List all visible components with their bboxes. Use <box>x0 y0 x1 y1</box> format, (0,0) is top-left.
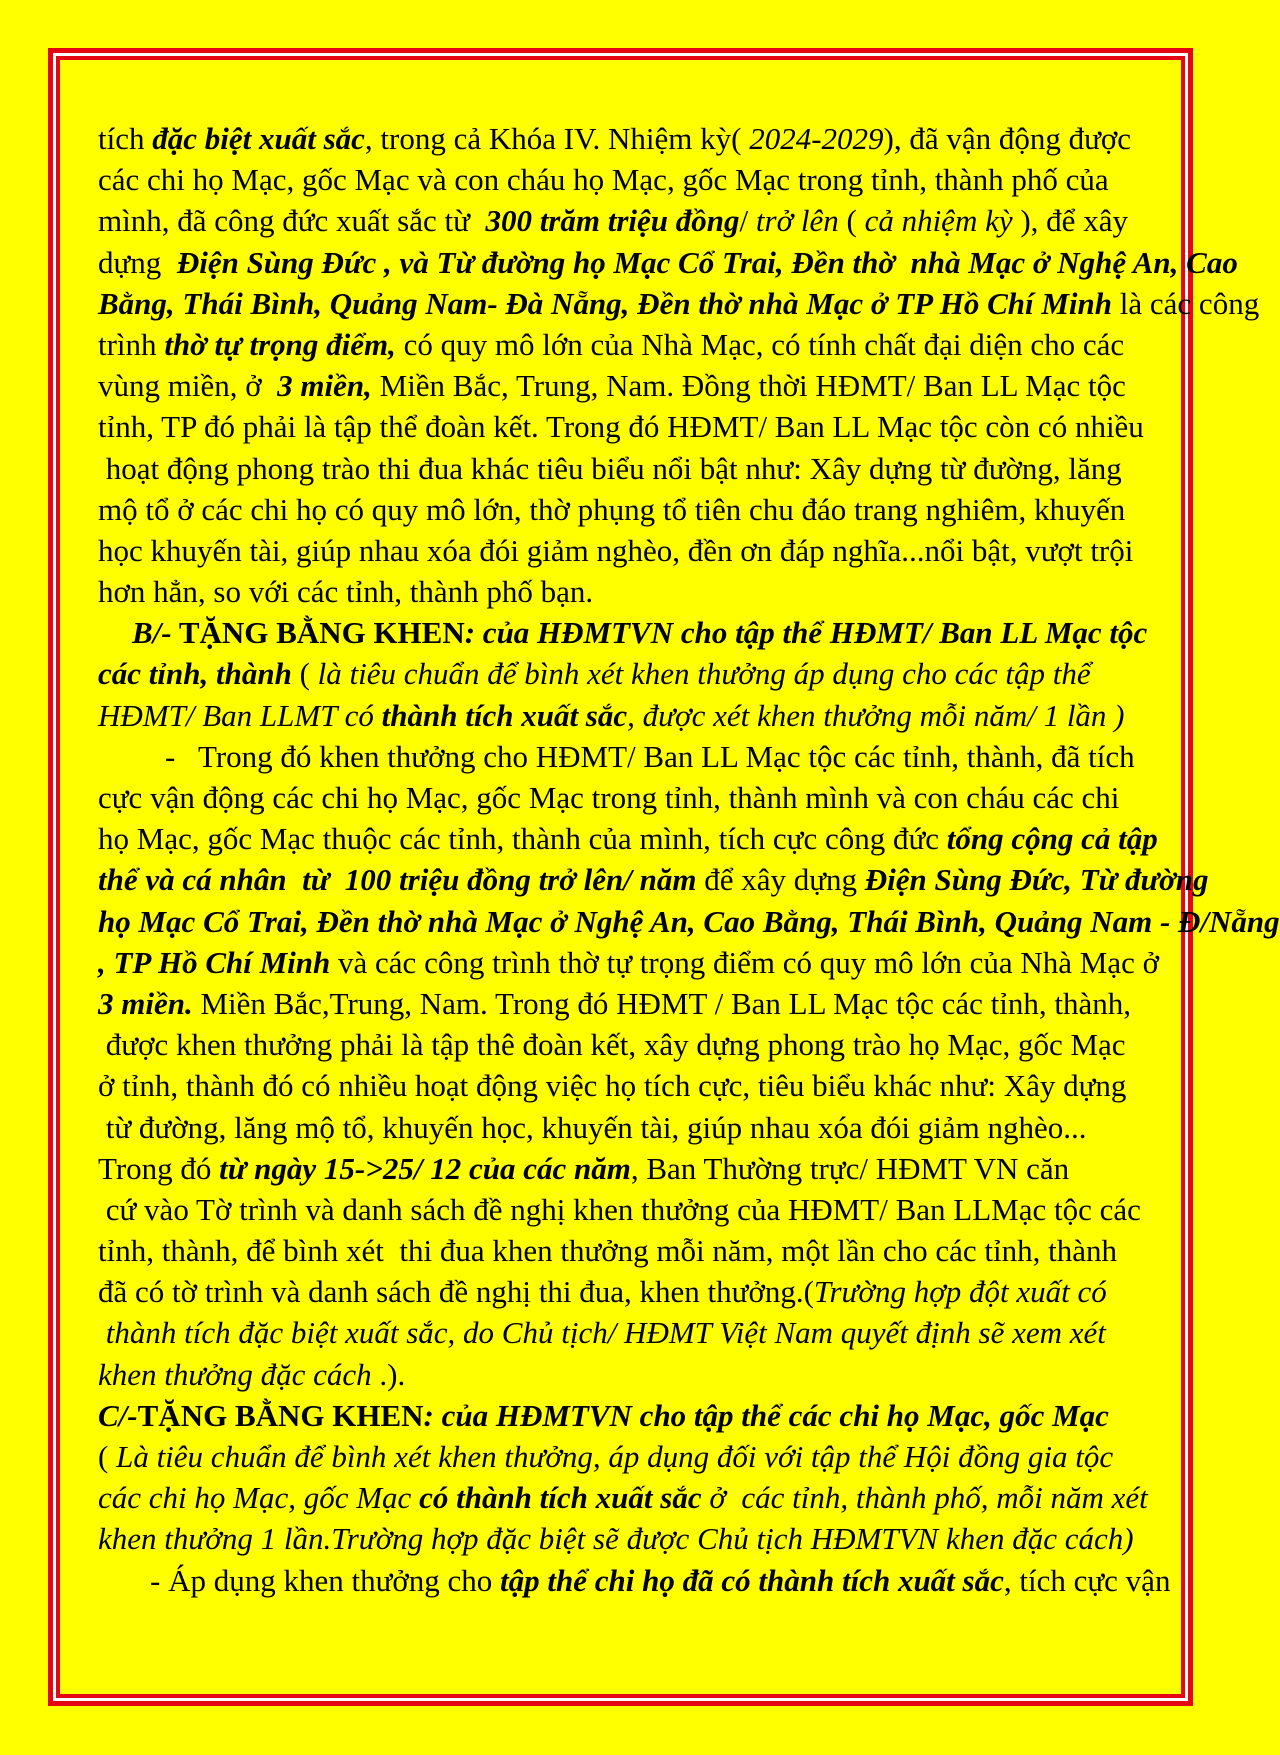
text-line <box>98 1271 1280 1312</box>
text-line <box>98 1148 1280 1189</box>
plain-text: Miền Bắc,Trung, Nam. Trong đó HĐMT / Ban LL Mạc tộc các tỉnh, thành, <box>192 985 1131 1021</box>
text-line <box>98 736 1280 777</box>
plain-text: để xây dựng <box>696 862 865 898</box>
bold-italic-text: : của HĐMTVN cho tập thể các chi họ Mạc, gốc Mạc <box>423 1397 1109 1433</box>
bold-italic-text: Bằng, Thái Bình, Quảng Nam- Đà Nẵng, Đền thờ nhà Mạc ở TP Hồ Chí Minh <box>98 285 1113 321</box>
bold-italic-text: có thành tích xuất sắc <box>419 1480 702 1516</box>
bold-italic-text: : của HĐMTVN cho tập thể HĐMT/ Ban LL Mạc tộc <box>464 615 1148 651</box>
italic-text: 2024-2029 <box>749 121 884 156</box>
plain-text: Miền Bắc, Trung, Nam. Đồng thời HĐMT/ Ban LL Mạc tộc <box>371 368 1126 404</box>
text-line <box>98 653 1280 694</box>
bold-italic-text: Điện Sùng Đức , và Từ đường họ Mạc Cổ Trai, Đền thờ nhà Mạc ở Nghệ An, Cao <box>176 244 1238 280</box>
text-line <box>98 200 1280 241</box>
bold-italic-text: thể và cá nhân từ 100 triệu đồng trở lên/ năm <box>98 862 697 898</box>
text-line <box>98 1024 1280 1065</box>
plain-text: , tích cực vận <box>1003 1562 1171 1598</box>
text-line <box>98 283 1280 324</box>
italic-text: khen thưởng đặc cách <box>98 1356 372 1392</box>
plain-text: ), để xây <box>1012 203 1128 239</box>
italic-text: HĐMT/ Ban LLMT có <box>98 697 382 733</box>
text-line <box>98 324 1280 365</box>
plain-text: , trong cả Khóa IV. Nhiệm kỳ( <box>364 121 750 156</box>
bold-italic-text: B/- <box>132 615 172 651</box>
italic-text: các chi họ Mạc, gốc Mạc <box>98 1480 420 1516</box>
plain-text: đã có tờ trình và danh sách đề nghị thi đua, khen thưởng.( <box>98 1274 814 1310</box>
text-line <box>98 159 1280 200</box>
text-line <box>98 901 1280 942</box>
plain-text: học khuyến tài, giúp nhau xóa đói giảm nghèo, đền ơn đáp nghĩa...nổi bật, vượt trội <box>98 532 1134 568</box>
plain-text: ( <box>98 1439 117 1474</box>
plain-text: ( <box>291 656 318 692</box>
document-body <box>98 118 1280 1601</box>
italic-text: trở lên <box>755 203 839 239</box>
bold-italic-text: từ ngày 15->25/ 12 của các năm <box>219 1150 631 1186</box>
plain-text: / <box>739 203 756 239</box>
italic-text: là tiêu chuẩn để bình xét khen thưởng áp dụng cho các tập thể <box>317 656 1091 692</box>
text-line <box>98 983 1280 1024</box>
text-line <box>98 489 1280 530</box>
bold-italic-text: tập thể chi họ đã có thành tích xuất sắc <box>500 1562 1004 1598</box>
bold-italic-text: thành tích xuất sắc <box>381 697 628 733</box>
plain-text: từ đường, lăng mộ tổ, khuyến học, khuyến tài, giúp nhau xóa đói giảm nghèo... <box>98 1109 1087 1145</box>
text-line <box>98 1107 1280 1148</box>
text-line <box>98 242 1280 283</box>
plain-text: tích <box>98 121 153 156</box>
section-heading-c <box>98 1395 1280 1436</box>
bold-italic-text: 3 miền. <box>98 985 193 1021</box>
plain-text: được khen thưởng phải là tập thê đoàn kết, xây dựng phong trào họ Mạc, gốc Mạc <box>98 1027 1126 1063</box>
plain-text: và các công trình thờ tự trọng điểm có quy mô lớn của Nhà Mạc ở <box>330 944 1159 980</box>
text-line <box>98 1312 1280 1353</box>
text-line <box>98 859 1280 900</box>
italic-text: , được xét khen thưởng mỗi năm/ 1 lần ) <box>627 697 1125 733</box>
plain-text: vùng miền, ở <box>98 368 278 404</box>
plain-text: cứ vào Tờ trình và danh sách đề nghị khen thưởng của HĐMT/ Ban LLMạc tộc các <box>98 1191 1141 1227</box>
bold-italic-text: thờ tự trọng điểm, <box>164 326 396 362</box>
plain-text: các chi họ Mạc, gốc Mạc và con cháu họ Mạc, gốc Mạc trong tỉnh, thành phố của <box>98 162 1109 198</box>
plain-text: ), đã vận động được <box>883 121 1132 156</box>
text-line <box>98 1354 1280 1395</box>
text-line <box>98 118 1280 159</box>
plain-text: - Áp dụng khen thưởng cho <box>150 1562 501 1598</box>
text-line <box>98 406 1280 447</box>
bold-italic-text: đặc biệt xuất sắc <box>152 121 365 156</box>
plain-text: ( <box>838 203 865 239</box>
bold-italic-text: 300 trăm triệu đồng <box>485 203 740 239</box>
plain-text: mình, đã công đức xuất sắc từ <box>98 203 486 239</box>
plain-text: dựng <box>98 244 177 280</box>
text-line <box>98 1477 1280 1518</box>
text-line <box>98 365 1280 406</box>
text-line <box>98 777 1280 818</box>
text-line <box>98 942 1280 983</box>
bold-italic-text: , TP Hồ Chí Minh <box>98 944 331 980</box>
plain-text: hoạt động phong trào thi đua khác tiêu biểu nổi bật như: Xây dựng từ đường, lăng <box>98 450 1122 486</box>
text-line <box>98 448 1280 489</box>
plain-text: , Ban Thường trực/ HĐMT VN căn <box>630 1150 1070 1186</box>
italic-text: khen thưởng 1 lần.Trường hợp đặc biệt sẽ được Chủ tịch HĐMTVN khen đặc cách) <box>98 1521 1134 1557</box>
plain-text: .). <box>371 1356 406 1392</box>
plain-text: tỉnh, TP đó phải là tập thể đoàn kết. Trong đó HĐMT/ Ban LL Mạc tộc còn có nhiều <box>98 409 1144 445</box>
italic-text: ở các tỉnh, thành phố, mỗi năm xét <box>701 1480 1148 1516</box>
bold-italic-text: tổng cộng cả tập <box>946 821 1158 857</box>
bold-italic-text: Điện Sùng Đức, Từ đường <box>864 862 1209 898</box>
bold-italic-text: C/- <box>98 1397 138 1433</box>
text-line <box>98 571 1280 612</box>
plain-text: có quy mô lớn của Nhà Mạc, có tính chất đại diện cho các <box>395 326 1125 362</box>
plain-text: là các công <box>1112 285 1260 321</box>
text-line <box>98 1189 1280 1230</box>
italic-text: cả nhiệm kỳ <box>864 203 1013 239</box>
text-line <box>98 695 1280 736</box>
text-line <box>98 1560 1280 1601</box>
text-line <box>98 530 1280 571</box>
bold-italic-text: 3 miền, <box>277 368 372 404</box>
text-line <box>98 1518 1280 1559</box>
text-line <box>98 1065 1280 1106</box>
italic-text: Là tiêu chuẩn để bình xét khen thưởng, áp dụng đối với tập thể Hội đồng gia tộc <box>116 1439 1114 1474</box>
bold-italic-text: các tỉnh, thành <box>98 656 292 692</box>
plain-text: họ Mạc, gốc Mạc thuộc các tỉnh, thành của mình, tích cực công đức <box>98 821 947 857</box>
plain-text: hơn hẳn, so với các tỉnh, thành phố bạn. <box>98 574 594 610</box>
bold-italic-text: họ Mạc Cổ Trai, Đền thờ nhà Mạc ở Nghệ An, Cao Bằng, Thái Bình, Quảng Nam - Đ/Nẵng <box>98 903 1280 939</box>
bold-text: TẶNG BẰNG KHEN <box>171 615 465 651</box>
italic-text: thành tích đặc biệt xuất sắc, do Chủ tịch/ HĐMT Việt Nam quyết định sẽ xem xét <box>98 1315 1106 1351</box>
plain-text: tỉnh, thành, để bình xét thi đua khen thưởng mỗi năm, một lần cho các tỉnh, thành <box>98 1233 1117 1269</box>
text-line <box>98 1230 1280 1271</box>
plain-text: cực vận động các chi họ Mạc, gốc Mạc trong tỉnh, thành mình và con cháu các chi <box>98 780 1120 815</box>
section-heading-b <box>98 612 1280 653</box>
text-line <box>98 818 1280 859</box>
plain-text: mộ tổ ở các chi họ có quy mô lớn, thờ phụng tổ tiên chu đáo trang nghiêm, khuyến <box>98 491 1126 527</box>
text-line <box>98 1436 1280 1477</box>
italic-text: Trường hợp đột xuất có <box>813 1274 1107 1310</box>
bold-text: TẶNG BẰNG KHEN <box>137 1397 424 1433</box>
plain-text: - Trong đó khen thưởng cho HĐMT/ Ban LL Mạc tộc các tỉnh, thành, đã tích <box>165 738 1135 774</box>
plain-text: trình <box>98 326 165 362</box>
plain-text: ở tỉnh, thành đó có nhiều hoạt động việc họ tích cực, tiêu biểu khác như: Xây dựng <box>98 1068 1127 1104</box>
plain-text: Trong đó <box>98 1150 220 1186</box>
